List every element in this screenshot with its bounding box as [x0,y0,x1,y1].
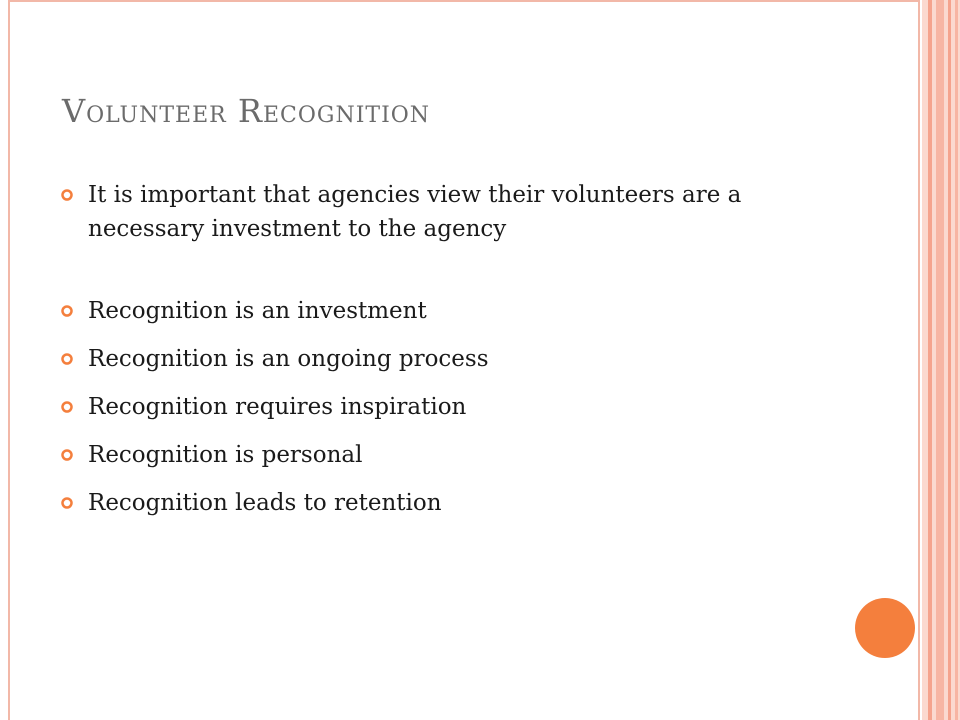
bullet-text: Recognition is personal [88,442,363,468]
decorative-stripe [928,0,932,720]
bullet-item [58,390,838,424]
bullet-ring-icon [60,496,74,510]
frame-left-border [8,0,10,720]
bullet-text: Recognition is an investment [88,298,427,324]
frame-right-border [918,0,920,720]
bullet-text: Recognition is an ongoing process [88,346,489,372]
bullet-item [58,294,838,328]
slide-title: Volunteer Recognition [62,92,431,130]
bullet-item [58,342,838,376]
bullet-item [58,486,838,520]
frame-top-border [8,0,920,2]
bullet-text: Recognition requires inspiration [88,394,467,420]
decorative-stripe [936,0,944,720]
bullet-ring-icon [60,304,74,318]
bullet-ring-icon [60,352,74,366]
bullet-text: Recognition leads to retention [88,490,442,516]
decorative-stripe [955,0,958,720]
accent-circle [855,598,915,658]
bullet-ring-icon [60,400,74,414]
bullet-item [58,178,838,246]
bullet-list [58,178,838,534]
bullet-item [58,438,838,472]
bullet-ring-icon [60,188,74,202]
bullet-ring-icon [60,448,74,462]
bullet-text: It is important that agencies view their volunteers are a necessary investment to the agency [88,182,742,242]
decorative-stripe [948,0,951,720]
